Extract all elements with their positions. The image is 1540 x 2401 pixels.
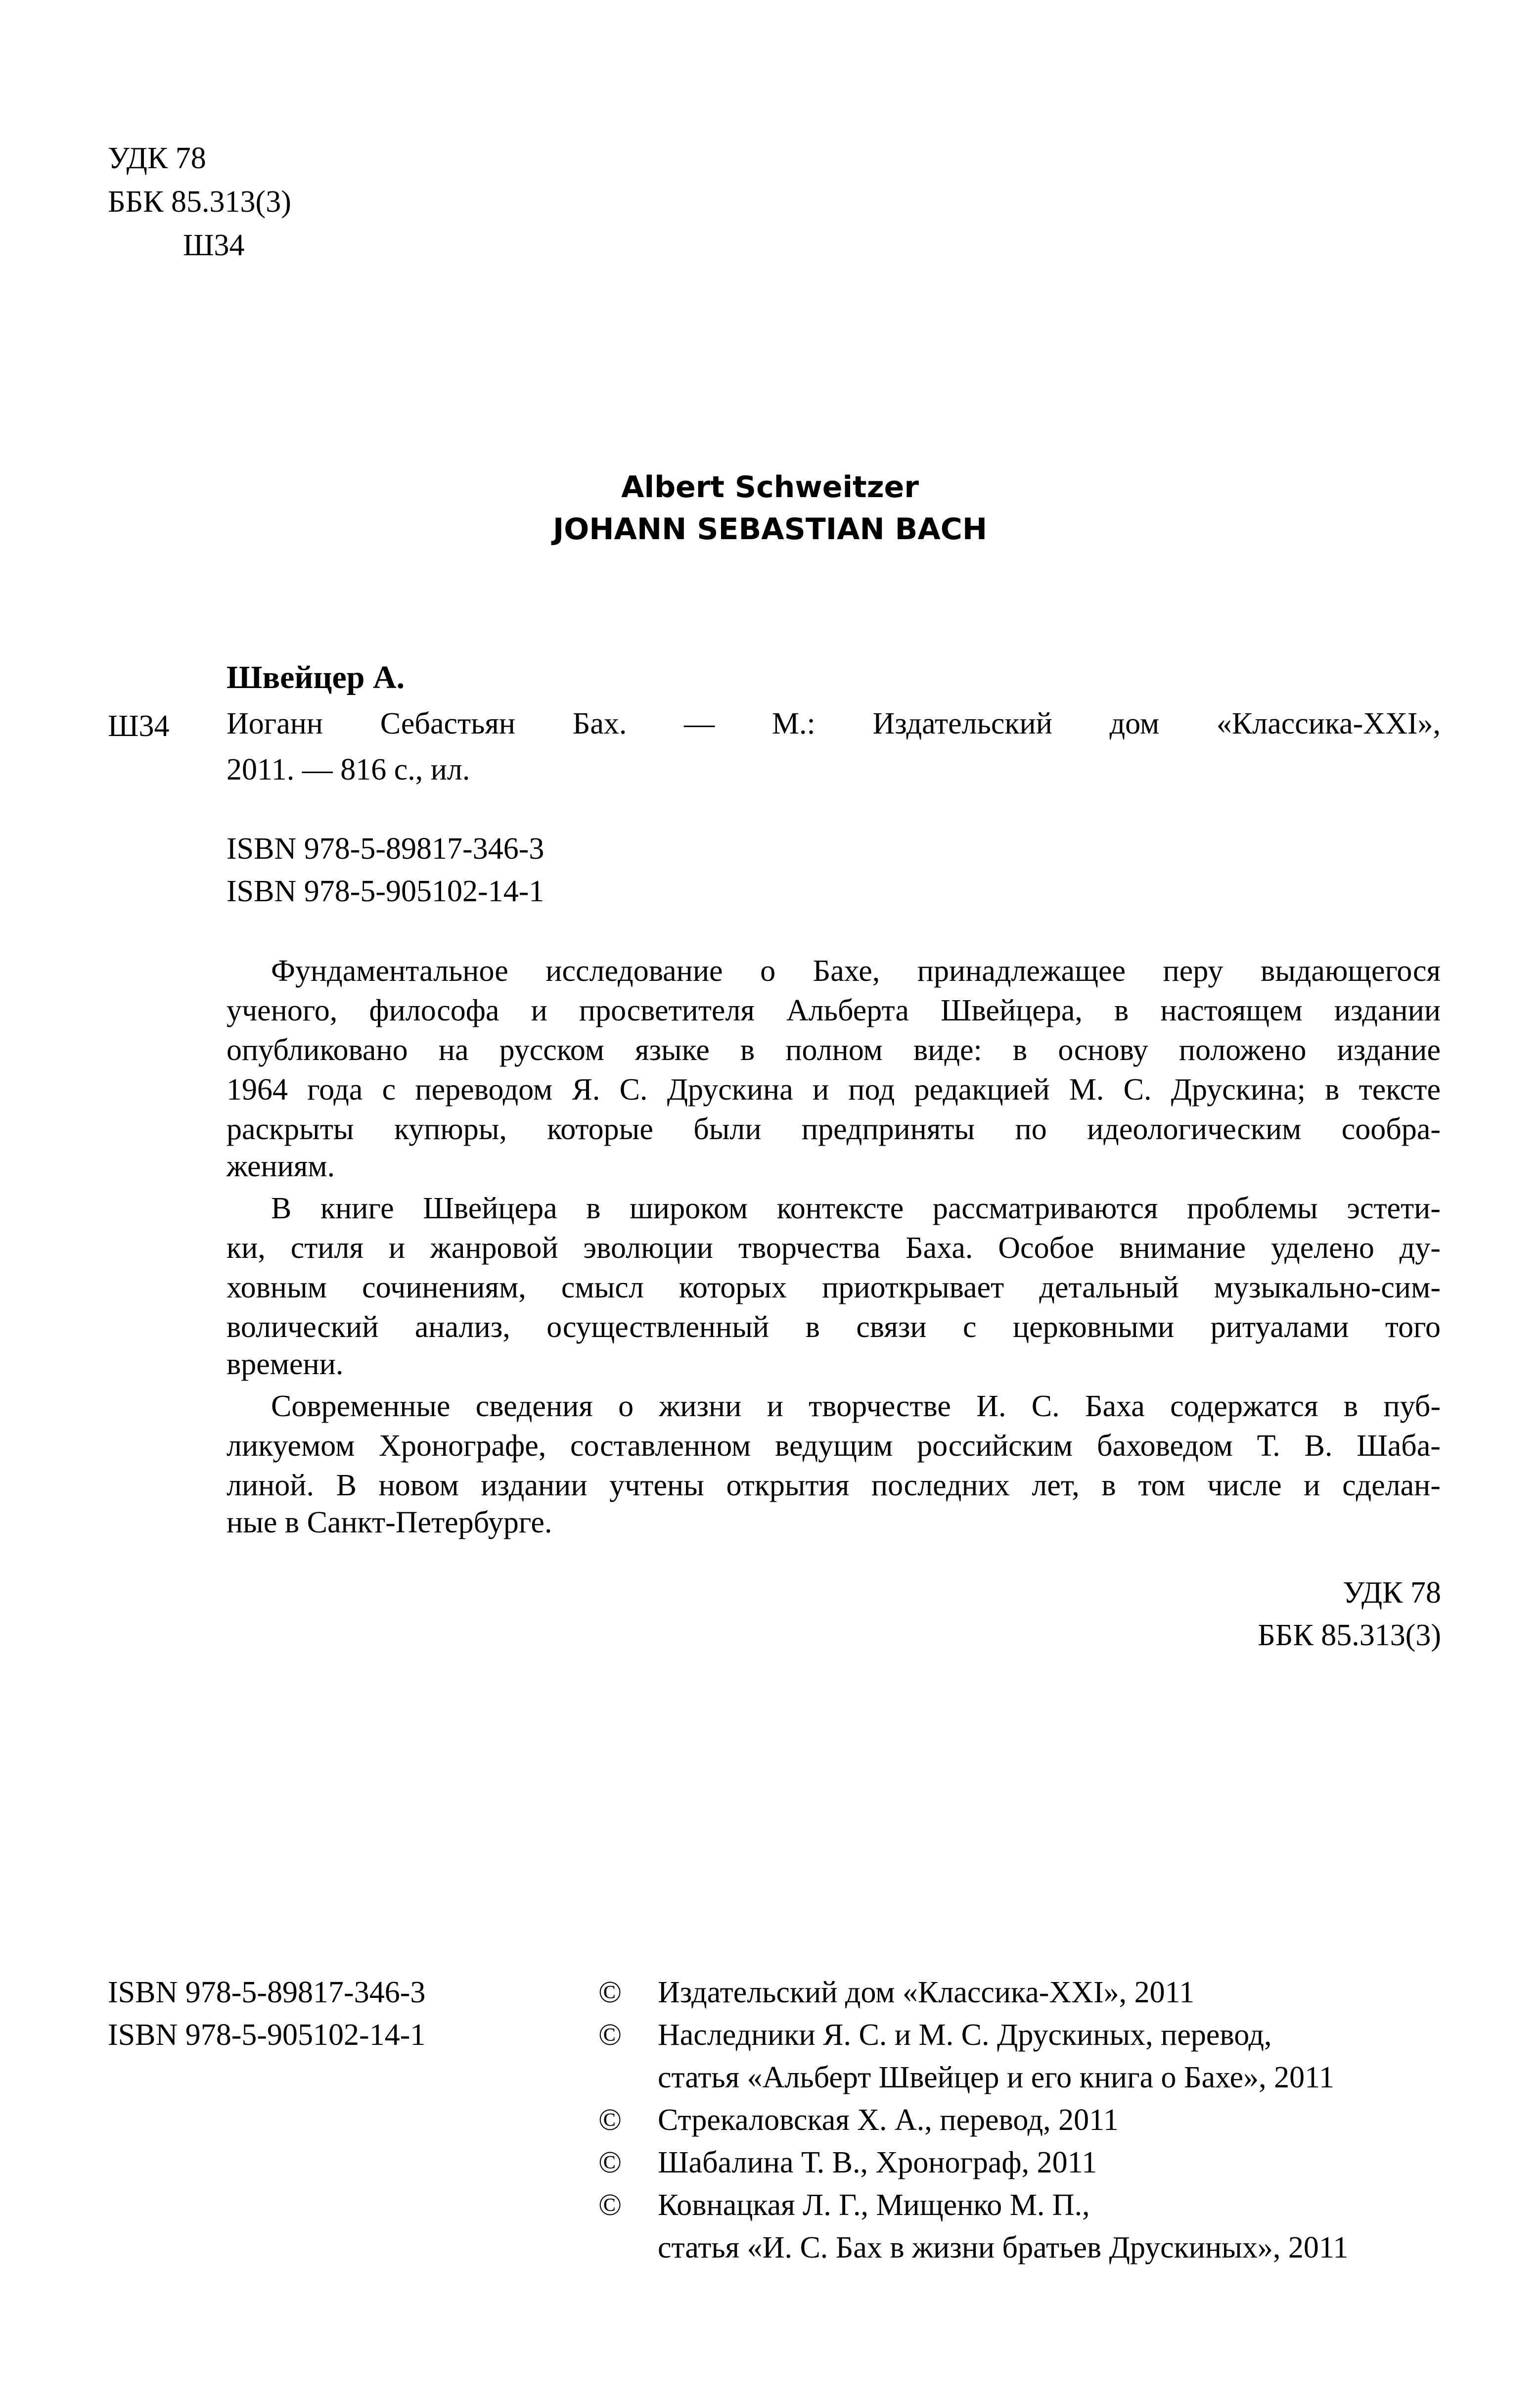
annotation-line: Фундаментальное исследование о Бахе, принадлежащее перу выдающегося [271,954,1441,988]
annotation-line: ховным сочинениям, смысл которых приоткрывает детальный музыкально-сим- [226,1271,1441,1304]
copyright-symbol: © [598,1976,622,2009]
copyright-line: Наследники Я. С. и М. С. Друскиных, перевод, [658,2018,1272,2052]
annotation-line: жениям. [226,1150,335,1183]
udk-code-top: УДК 78 [108,141,206,175]
annotation-line: В книге Швейцера в широком контексте рассматриваются проблемы эстети- [271,1192,1441,1225]
annotation-line: раскрыты купюры, которые были предприняты по идеологическим сообра- [226,1112,1441,1146]
copyright-line: Издательский дом «Классика-XXI», 2011 [658,1976,1195,2009]
annotation-line: линой. В новом издании учтены открытия последних лет, в том числе и сделан- [226,1469,1441,1502]
copyright-line: Стрекаловская Х. А., перевод, 2011 [658,2103,1119,2137]
copyright-line: статья «Альберт Швейцер и его книга о Бахе», 2011 [658,2061,1334,2094]
annotation-line: 1964 года с переводом Я. С. Друскина и под редакцией М. С. Друскина; в тексте [226,1073,1441,1107]
isbn-1: ISBN 978-5-89817-346-3 [226,832,544,866]
bbk-code-bottom: ББК 85.313(3) [1258,1618,1441,1652]
copyright-symbol: © [598,2103,622,2137]
copyright-line: статья «И. С. Бах в жизни братьев Друскиных», 2011 [658,2231,1349,2264]
copyright-line: Ковнацкая Л. Г., Мищенко М. П., [658,2188,1090,2222]
udk-code-bottom: УДК 78 [1343,1576,1441,1610]
original-title: JOHANN SEBASTIAN BACH [552,512,988,547]
copyright-symbol: © [598,2018,622,2052]
author-heading: Швейцер А. [226,659,405,695]
copyright-symbol: © [598,2188,622,2222]
footer-isbn-2: ISBN 978-5-905102-14-1 [108,2018,426,2052]
annotation-line: времени. [226,1347,344,1381]
bib-line-1: Иоганн Себастьян Бах. — М.: Издательский дом «Классика-XXI», [226,707,1441,740]
author-mark-top: Ш34 [183,229,245,262]
annotation-line: Современные сведения о жизни и творчестве И. С. Баха содержатся в пуб- [271,1389,1441,1423]
annotation-line: ликуемом Хронографе, составленном ведущим российским баховедом Т. В. Шаба- [226,1429,1441,1463]
copyright-line: Шабалина Т. В., Хронограф, 2011 [658,2146,1097,2179]
isbn-2: ISBN 978-5-905102-14-1 [226,875,544,908]
author-mark: Ш34 [108,709,170,743]
original-author: Albert Schweitzer [621,470,919,505]
copyright-symbol: © [598,2146,622,2179]
annotation-line: ученого, философа и просветителя Альберта Швейцера, в настоящем издании [226,994,1441,1027]
annotation-line: ные в Санкт-Петербурге. [226,1506,552,1539]
annotation-line: ки, стиля и жанровой эволюции творчества Баха. Особое внимание уделено ду- [226,1231,1441,1265]
bbk-code-top: ББК 85.313(3) [108,185,291,219]
annotation-line: волический анализ, осуществленный в связи с церковными ритуалами того [226,1310,1441,1344]
annotation-line: опубликовано на русском языке в полном виде: в основу положено издание [226,1033,1441,1067]
footer-isbn-1: ISBN 978-5-89817-346-3 [108,1976,426,2009]
bib-line-2: 2011. — 816 с., ил. [226,753,470,786]
